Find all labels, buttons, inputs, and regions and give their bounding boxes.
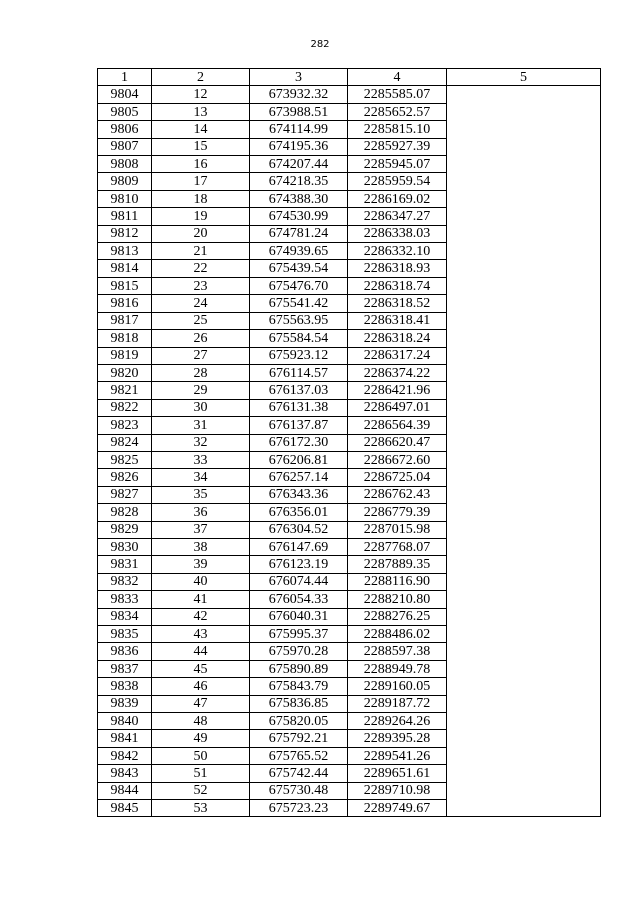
sequence-number-cell: 31 [152, 417, 250, 434]
x-coordinate-cell: 675923.12 [250, 347, 348, 364]
sequence-number-cell: 40 [152, 573, 250, 590]
x-coordinate-cell: 675820.05 [250, 713, 348, 730]
sequence-number-cell: 45 [152, 660, 250, 677]
y-coordinate-cell: 2289710.98 [348, 782, 447, 799]
point-number-cell: 9835 [98, 626, 152, 643]
x-coordinate-cell: 676206.81 [250, 451, 348, 468]
x-coordinate-cell: 676137.03 [250, 382, 348, 399]
point-number-cell: 9808 [98, 156, 152, 173]
point-number-cell: 9824 [98, 434, 152, 451]
sequence-number-cell: 26 [152, 330, 250, 347]
y-coordinate-cell: 2286421.96 [348, 382, 447, 399]
x-coordinate-cell: 675730.48 [250, 782, 348, 799]
sequence-number-cell: 22 [152, 260, 250, 277]
y-coordinate-cell: 2286318.93 [348, 260, 447, 277]
x-coordinate-cell: 676343.36 [250, 486, 348, 503]
point-number-cell: 9837 [98, 660, 152, 677]
sequence-number-cell: 21 [152, 243, 250, 260]
x-coordinate-cell: 675476.70 [250, 277, 348, 294]
sequence-number-cell: 16 [152, 156, 250, 173]
point-number-cell: 9809 [98, 173, 152, 190]
point-number-cell: 9818 [98, 330, 152, 347]
sequence-number-cell: 51 [152, 765, 250, 782]
point-number-cell: 9820 [98, 364, 152, 381]
page-number: 282 [310, 39, 330, 50]
x-coordinate-cell: 674388.30 [250, 190, 348, 207]
y-coordinate-cell: 2288210.80 [348, 591, 447, 608]
x-coordinate-cell: 674781.24 [250, 225, 348, 242]
sequence-number-cell: 49 [152, 730, 250, 747]
y-coordinate-cell: 2288486.02 [348, 626, 447, 643]
column-header: 2 [152, 69, 250, 86]
point-number-cell: 9817 [98, 312, 152, 329]
sequence-number-cell: 44 [152, 643, 250, 660]
point-number-cell: 9844 [98, 782, 152, 799]
x-coordinate-cell: 675541.42 [250, 295, 348, 312]
x-coordinate-cell: 676054.33 [250, 591, 348, 608]
x-coordinate-cell: 675439.54 [250, 260, 348, 277]
point-number-cell: 9804 [98, 86, 152, 103]
x-coordinate-cell: 675836.85 [250, 695, 348, 712]
sequence-number-cell: 30 [152, 399, 250, 416]
y-coordinate-cell: 2289749.67 [348, 800, 447, 817]
y-coordinate-cell: 2286672.60 [348, 451, 447, 468]
y-coordinate-cell: 2286332.10 [348, 243, 447, 260]
x-coordinate-cell: 676131.38 [250, 399, 348, 416]
point-number-cell: 9832 [98, 573, 152, 590]
point-number-cell: 9839 [98, 695, 152, 712]
y-coordinate-cell: 2287768.07 [348, 538, 447, 555]
sequence-number-cell: 14 [152, 121, 250, 138]
sequence-number-cell: 47 [152, 695, 250, 712]
x-coordinate-cell: 675584.54 [250, 330, 348, 347]
y-coordinate-cell: 2289264.26 [348, 713, 447, 730]
point-number-cell: 9840 [98, 713, 152, 730]
x-coordinate-cell: 675843.79 [250, 678, 348, 695]
point-number-cell: 9829 [98, 521, 152, 538]
sequence-number-cell: 38 [152, 538, 250, 555]
x-coordinate-cell: 674207.44 [250, 156, 348, 173]
y-coordinate-cell: 2287015.98 [348, 521, 447, 538]
point-number-cell: 9821 [98, 382, 152, 399]
sequence-number-cell: 46 [152, 678, 250, 695]
sequence-number-cell: 53 [152, 800, 250, 817]
x-coordinate-cell: 676304.52 [250, 521, 348, 538]
sequence-number-cell: 50 [152, 747, 250, 764]
y-coordinate-cell: 2289651.61 [348, 765, 447, 782]
y-coordinate-cell: 2286317.24 [348, 347, 447, 364]
point-number-cell: 9838 [98, 678, 152, 695]
sequence-number-cell: 12 [152, 86, 250, 103]
y-coordinate-cell: 2286374.22 [348, 364, 447, 381]
y-coordinate-cell: 2286779.39 [348, 504, 447, 521]
sequence-number-cell: 13 [152, 103, 250, 120]
y-coordinate-cell: 2286338.03 [348, 225, 447, 242]
sequence-number-cell: 35 [152, 486, 250, 503]
sequence-number-cell: 24 [152, 295, 250, 312]
x-coordinate-cell: 674939.65 [250, 243, 348, 260]
point-number-cell: 9833 [98, 591, 152, 608]
y-coordinate-cell: 2285945.07 [348, 156, 447, 173]
point-number-cell: 9831 [98, 556, 152, 573]
point-number-cell: 9843 [98, 765, 152, 782]
point-number-cell: 9834 [98, 608, 152, 625]
sequence-number-cell: 27 [152, 347, 250, 364]
point-number-cell: 9822 [98, 399, 152, 416]
point-number-cell: 9815 [98, 277, 152, 294]
x-coordinate-cell: 674195.36 [250, 138, 348, 155]
point-number-cell: 9823 [98, 417, 152, 434]
sequence-number-cell: 17 [152, 173, 250, 190]
sequence-number-cell: 33 [152, 451, 250, 468]
y-coordinate-cell: 2288116.90 [348, 573, 447, 590]
y-coordinate-cell: 2286564.39 [348, 417, 447, 434]
point-number-cell: 9806 [98, 121, 152, 138]
point-number-cell: 9845 [98, 800, 152, 817]
sequence-number-cell: 39 [152, 556, 250, 573]
y-coordinate-cell: 2286169.02 [348, 190, 447, 207]
sequence-number-cell: 32 [152, 434, 250, 451]
x-coordinate-cell: 675970.28 [250, 643, 348, 660]
note-cell [447, 86, 601, 817]
x-coordinate-cell: 676040.31 [250, 608, 348, 625]
y-coordinate-cell: 2286318.74 [348, 277, 447, 294]
sequence-number-cell: 36 [152, 504, 250, 521]
sequence-number-cell: 18 [152, 190, 250, 207]
y-coordinate-cell: 2289395.28 [348, 730, 447, 747]
point-number-cell: 9814 [98, 260, 152, 277]
y-coordinate-cell: 2286347.27 [348, 208, 447, 225]
y-coordinate-cell: 2286725.04 [348, 469, 447, 486]
point-number-cell: 9812 [98, 225, 152, 242]
point-number-cell: 9807 [98, 138, 152, 155]
x-coordinate-cell: 675563.95 [250, 312, 348, 329]
x-coordinate-cell: 676123.19 [250, 556, 348, 573]
y-coordinate-cell: 2287889.35 [348, 556, 447, 573]
sequence-number-cell: 41 [152, 591, 250, 608]
x-coordinate-cell: 676137.87 [250, 417, 348, 434]
x-coordinate-cell: 676257.14 [250, 469, 348, 486]
y-coordinate-cell: 2286620.47 [348, 434, 447, 451]
y-coordinate-cell: 2286318.41 [348, 312, 447, 329]
sequence-number-cell: 37 [152, 521, 250, 538]
table-row [98, 86, 601, 103]
point-number-cell: 9826 [98, 469, 152, 486]
coordinates-table [97, 68, 601, 817]
y-coordinate-cell: 2285959.54 [348, 173, 447, 190]
sequence-number-cell: 29 [152, 382, 250, 399]
point-number-cell: 9841 [98, 730, 152, 747]
point-number-cell: 9842 [98, 747, 152, 764]
point-number-cell: 9811 [98, 208, 152, 225]
y-coordinate-cell: 2289187.72 [348, 695, 447, 712]
y-coordinate-cell: 2286318.24 [348, 330, 447, 347]
x-coordinate-cell: 675742.44 [250, 765, 348, 782]
column-header: 4 [348, 69, 447, 86]
point-number-cell: 9828 [98, 504, 152, 521]
column-header: 1 [98, 69, 152, 86]
x-coordinate-cell: 676147.69 [250, 538, 348, 555]
x-coordinate-cell: 674218.35 [250, 173, 348, 190]
y-coordinate-cell: 2285927.39 [348, 138, 447, 155]
y-coordinate-cell: 2289541.26 [348, 747, 447, 764]
y-coordinate-cell: 2286497.01 [348, 399, 447, 416]
sequence-number-cell: 52 [152, 782, 250, 799]
sequence-number-cell: 28 [152, 364, 250, 381]
column-header: 3 [250, 69, 348, 86]
x-coordinate-cell: 673988.51 [250, 103, 348, 120]
x-coordinate-cell: 675890.89 [250, 660, 348, 677]
x-coordinate-cell: 674530.99 [250, 208, 348, 225]
point-number-cell: 9810 [98, 190, 152, 207]
x-coordinate-cell: 676172.30 [250, 434, 348, 451]
table-body [98, 86, 601, 817]
x-coordinate-cell: 674114.99 [250, 121, 348, 138]
x-coordinate-cell: 675995.37 [250, 626, 348, 643]
y-coordinate-cell: 2288276.25 [348, 608, 447, 625]
point-number-cell: 9836 [98, 643, 152, 660]
y-coordinate-cell: 2288597.38 [348, 643, 447, 660]
y-coordinate-cell: 2285652.57 [348, 103, 447, 120]
point-number-cell: 9830 [98, 538, 152, 555]
sequence-number-cell: 19 [152, 208, 250, 225]
sequence-number-cell: 25 [152, 312, 250, 329]
point-number-cell: 9816 [98, 295, 152, 312]
x-coordinate-cell: 675723.23 [250, 800, 348, 817]
sequence-number-cell: 34 [152, 469, 250, 486]
y-coordinate-cell: 2286318.52 [348, 295, 447, 312]
x-coordinate-cell: 675765.52 [250, 747, 348, 764]
x-coordinate-cell: 673932.32 [250, 86, 348, 103]
point-number-cell: 9827 [98, 486, 152, 503]
x-coordinate-cell: 675792.21 [250, 730, 348, 747]
sequence-number-cell: 20 [152, 225, 250, 242]
y-coordinate-cell: 2286762.43 [348, 486, 447, 503]
sequence-number-cell: 42 [152, 608, 250, 625]
y-coordinate-cell: 2285585.07 [348, 86, 447, 103]
x-coordinate-cell: 676356.01 [250, 504, 348, 521]
y-coordinate-cell: 2285815.10 [348, 121, 447, 138]
table-header-row [98, 69, 601, 86]
sequence-number-cell: 15 [152, 138, 250, 155]
sequence-number-cell: 48 [152, 713, 250, 730]
sequence-number-cell: 43 [152, 626, 250, 643]
x-coordinate-cell: 676114.57 [250, 364, 348, 381]
sequence-number-cell: 23 [152, 277, 250, 294]
point-number-cell: 9825 [98, 451, 152, 468]
y-coordinate-cell: 2289160.05 [348, 678, 447, 695]
point-number-cell: 9819 [98, 347, 152, 364]
point-number-cell: 9813 [98, 243, 152, 260]
y-coordinate-cell: 2288949.78 [348, 660, 447, 677]
column-header: 5 [447, 69, 601, 86]
x-coordinate-cell: 676074.44 [250, 573, 348, 590]
point-number-cell: 9805 [98, 103, 152, 120]
